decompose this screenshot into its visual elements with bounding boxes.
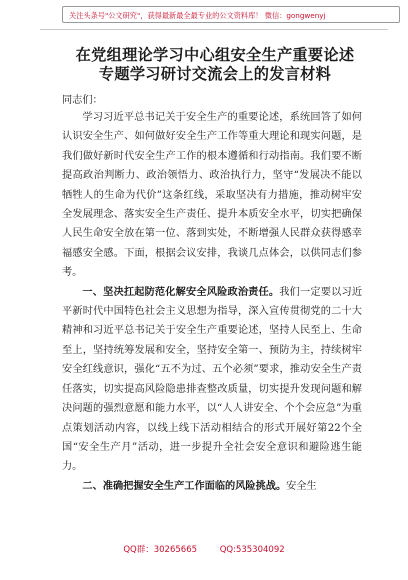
title-line-1: 在党组理论学习中心组安全生产重要论述 [75,46,355,64]
footer-qq-group: QQ群：30265665 [123,545,198,555]
section-2-paragraph [62,477,362,496]
section-1-text: 我们一定要以习近平新时代中国特色社会主义思想为指导，深入宣传贯彻党的二十大精神和习近平总书记关于安全生产重要论述，坚持人民至上、生命至上，坚持统筹发展和安全，坚持安全第一、预防为主，持续树牢安全红线意识，强化“五不为过、五个必须”要求，推动安全生产责任落实，切实提高风险隐患排查整改质量，切实提升发现问题和解决问题的强烈意愿和能力水平，以“人人讲安全、个个会应急”为重点策划活动内容，以线上线下活动相结合的形式开展好第22个全国“安全生产月”活动，进一步提升全社会安全意识和避险逃生能力。 [62,286,363,473]
document-body [62,108,362,496]
salutation: 同志们： [62,95,103,106]
section-1-heading: 一、坚决扛起防范化解安全风险政治责任。 [82,285,280,298]
title-line-2: 专题学习研讨交流会上的发言材料 [98,65,332,83]
intro-paragraph: 学习习近平总书记关于安全生产的重要论述，系统回答了如何认识安全生产、如何做好安全生产工作等重大理论和现实问题，是我们做好新时代安全生产工作的根本遵循和行动指南。我们要不断提高政治判断力、政治领悟力、政治执行力，坚守“发展决不能以牺牲人的生命为代价”这条红线，采取坚决有力措施，推动树牢安全发展理念、落实安全生产责任、提升本质安全水平，切实把确保人民生命安全放在第一位、落到实处，不断增强人民群众获得感幸福感安全感。下面，根据会议安排，我谈几点体会，以供同志们参考。 [62,112,362,279]
section-2-text: 安全生 [286,480,317,492]
section-1-paragraph [62,283,362,477]
header-banner: 关注头条号"公文研究"，获得最新最全最专业的公文资料库！ 微信：gongwenyj [62,6,400,23]
header-divider [40,29,388,30]
footer-qq: QQ:535304092 [219,545,285,555]
section-2-heading: 二、准确把握安全生产工作面临的风险挑战。 [82,479,287,492]
footer-contact [0,543,408,555]
document-title [46,46,384,84]
